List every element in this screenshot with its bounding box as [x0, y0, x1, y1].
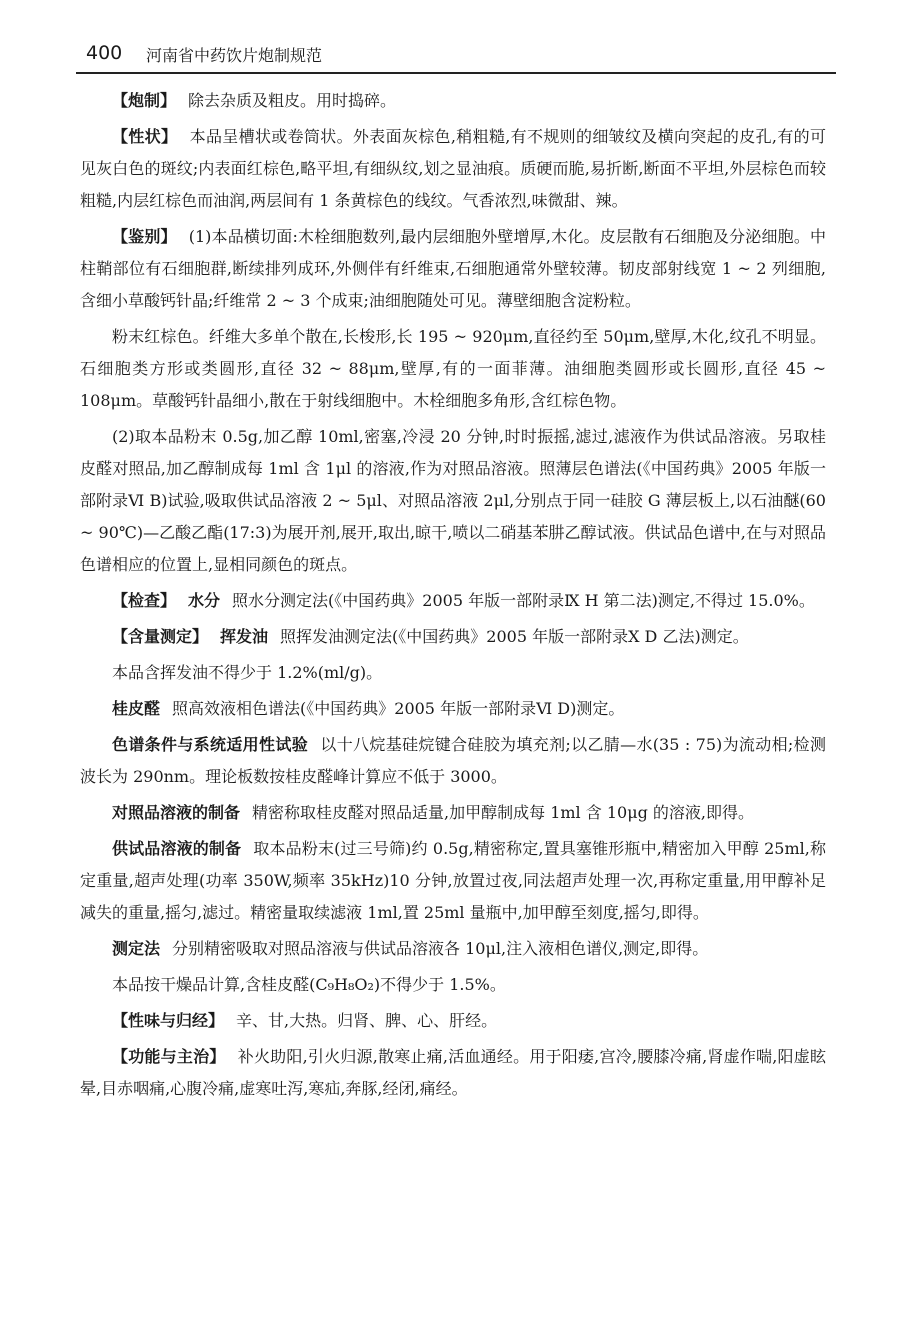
section-text: 以十八烷基硅烷键合硅胶为填充剂;以乙腈—水(35 : 75)为流动相;检测波长为 290nm。理论板数按桂皮醛峰计算应不低于 3000。 [80, 735, 826, 786]
section-label: 【性状】 [112, 127, 178, 146]
section-label: 【功能与主治】 [112, 1047, 226, 1066]
section-assay [80, 621, 826, 653]
section-text: 照挥发油测定法(《中国药典》2005 年版一部附录Ⅹ D 乙法)测定。 [280, 627, 749, 646]
section-text: 取本品粉末(过三号筛)约 0.5g,精密称定,置具塞锥形瓶中,精密加入甲醇 25ml,称定重量,超声处理(功率 350W,频率 35kHz)10 分钟,放置过夜,同法超声处理一次,再称定重量,用甲醇补足减失的重量,摇匀,滤过。精密量取续滤液 1ml,置 25ml 量瓶中,加甲醇至刻度,摇匀,即得。 [80, 839, 826, 922]
section-description [80, 121, 826, 217]
section-label: 【鉴别】 [112, 227, 177, 246]
subsection-label: 对照品溶液的制备 [112, 803, 241, 822]
subsection-label: 挥发油 [220, 627, 269, 646]
assay-reference-solution [80, 797, 826, 829]
header-rule [76, 72, 836, 74]
section-nature-meridian [80, 1005, 826, 1037]
subsection-label: 色谱条件与系统适用性试验 [112, 735, 309, 754]
section-text: (1)本品横切面:木栓细胞数列,最内层细胞外壁增厚,木化。皮层散有石细胞及分泌细胞。中柱鞘部位有石细胞群,断续排列成环,外侧伴有纤维束,石细胞通常外壁较薄。韧皮部射线宽 1 ~ 2 列细胞,含细小草酸钙针晶;纤维常 2 ~ 3 个成束;油细胞随处可见。薄壁细胞含淀粉粒。 [80, 227, 826, 310]
page-header [76, 38, 836, 72]
section-text: 照水分测定法(《中国药典》2005 年版一部附录Ⅸ H 第二法)测定,不得过 15.0%。 [232, 591, 815, 610]
identification-powder-paragraph: 粉末红棕色。纤维大多单个散在,长梭形,长 195 ~ 920μm,直径约至 50μm,壁厚,木化,纹孔不明显。石细胞类方形或类圆形,直径 32 ~ 88μm,壁厚,有的一面菲薄。油细胞类圆形或长圆形,直径 45 ~ 108μm。草酸钙针晶细小,散在于射线细胞中。木栓细胞多角形,含红棕色物。 [80, 327, 826, 410]
section-label: 【含量测定】 [112, 627, 209, 646]
section-identification [80, 221, 826, 317]
section-text: 补火助阳,引火归源,散寒止痛,活血通经。用于阳痿,宫冷,腰膝冷痛,肾虚作喘,阳虚眩晕,目赤咽痛,心腹冷痛,虚寒吐泻,寒疝,奔豚,经闭,痛经。 [80, 1047, 826, 1098]
section-text: 精密称取桂皮醛对照品适量,加甲醇制成每 1ml 含 10μg 的溶液,即得。 [252, 803, 755, 822]
section-text: 除去杂质及粗皮。用时捣碎。 [188, 91, 397, 110]
subsection-label: 桂皮醛 [112, 699, 161, 718]
assay-cinnamaldehyde [80, 693, 826, 725]
assay-oil-limit: 本品含挥发油不得少于 1.2%(ml/g)。 [112, 663, 383, 682]
section-text: 照高效液相色谱法(《中国药典》2005 年版一部附录Ⅵ D)测定。 [172, 699, 625, 718]
assay-chromatography-conditions [80, 729, 826, 793]
section-inspection [80, 585, 826, 617]
assay-test-solution [80, 833, 826, 929]
section-processing [80, 85, 826, 117]
section-label: 【炮制】 [112, 91, 177, 110]
page-number: 400 [86, 42, 123, 64]
section-label: 【检查】 [112, 591, 177, 610]
section-text: 分别精密吸取对照品溶液与供试品溶液各 10μl,注入液相色谱仪,测定,即得。 [172, 939, 709, 958]
subsection-label: 水分 [188, 591, 221, 610]
section-text: 本品呈槽状或卷筒状。外表面灰棕色,稍粗糙,有不规则的细皱纹及横向突起的皮孔,有的可见灰白色的斑纹;内表面红棕色,略平坦,有细纵纹,划之显油痕。质硬而脆,易折断,断面不平坦,外层棕色而较粗糙,内层红棕色而油润,两层间有 1 条黄棕色的线纹。气香浓烈,味微甜、辣。 [80, 127, 826, 210]
assay-method [80, 933, 826, 965]
section-label: 【性味与归经】 [112, 1011, 225, 1030]
subsection-label: 测定法 [112, 939, 161, 958]
identification-tlc-paragraph: (2)取本品粉末 0.5g,加乙醇 10ml,密塞,冷浸 20 分钟,时时振摇,滤过,滤液作为供试品溶液。另取桂皮醛对照品,加乙醇制成每 1ml 含 1μl 的溶液,作为对照品溶液。照薄层色谱法(《中国药典》2005 年版一部附录Ⅵ B)试验,吸取供试品溶液 2 ~ 5μl、对照品溶液 2μl,分别点于同一硅胶 G 薄层板上,以石油醚(60 ~ 90℃)—乙酸乙酯(17:3)为展开剂,展开,取出,晾干,喷以二硝基苯肼乙醇试液。供试品色谱中,在与对照品色谱相应的位置上,显相同颜色的斑点。 [80, 427, 826, 574]
subsection-label: 供试品溶液的制备 [112, 839, 242, 858]
page-body [80, 85, 826, 1105]
running-title: 河南省中药饮片炮制规范 [146, 46, 323, 65]
section-functions-indications [80, 1041, 826, 1105]
section-text: 辛、甘,大热。归肾、脾、心、肝经。 [236, 1011, 498, 1030]
assay-result: 本品按干燥品计算,含桂皮醛(C₉H₈O₂)不得少于 1.5%。 [112, 975, 506, 994]
